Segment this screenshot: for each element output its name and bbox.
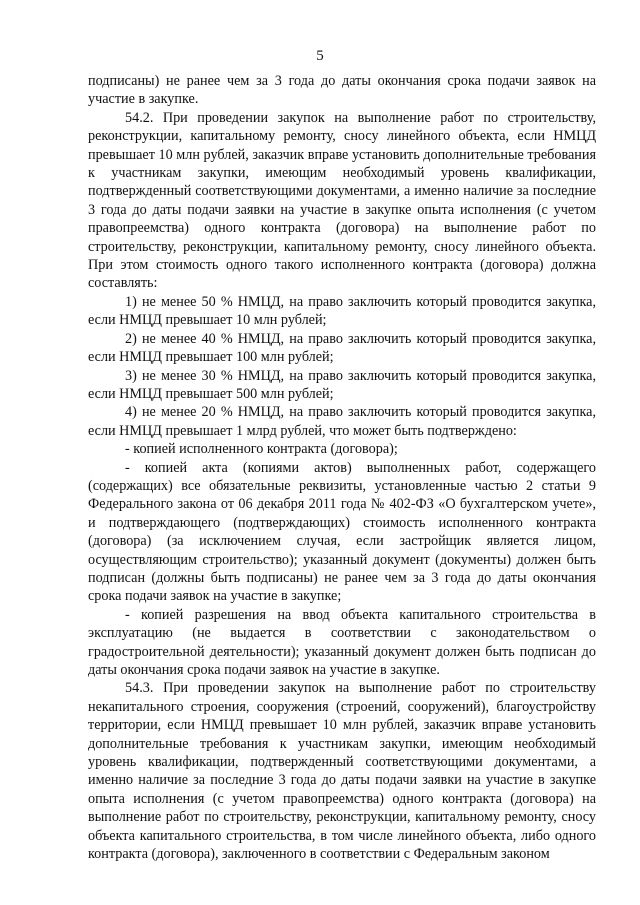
paragraph-continuation: подписаны) не ранее чем за 3 года до даты окончания срока подачи заявок на участие в закупке. bbox=[88, 73, 596, 108]
list-item-2: 2) не менее 40 % НМЦД, на право заключить который проводится закупка, если НМЦД превышает 100 млн рублей; bbox=[88, 330, 596, 366]
paragraph-54-2: 54.2. При проведении закупок на выполнение работ по строительству, реконструкции, капитальному ремонту, сносу линейного объекта, если НМЦД превышает 10 млн рублей, заказчик вправе установить дополнительные требования к участникам закупки, имеющим необходимый уровень квалификации, подтвержденный соответствующими документами, а именно наличие за последние 3 года до даты подачи заявки на участие в закупке опыта исполнения (с учетом правопреемства) одного контракта (договора) на выполнение работ по строительству, реконструкции, капитальному ремонту, сносу линейного объекта. При этом стоимость одного такого исполненного контракта (договора) должна составлять: bbox=[88, 109, 596, 292]
paragraph-54-3: 54.3. При проведении закупок на выполнение работ по строительству некапитального строения, сооружения (строений, сооружений), благоустройству территории, если НМЦД превышает 10 млн рублей, заказчик вправе установить дополнительные требования к участникам закупки, имеющим необходимый уровень квалификации, подтвержденный соответствующими документами, а именно наличие за последние 3 года до даты подачи заявки на участие в закупке опыта исполнения (с учетом правопреемства) одного контракта (договора) на выполнение работ по строительству, реконструкции, капитальному ремонту, сносу объекта капитального строительства, в том числе линейного объекта, либо одного контракта (договора), заключенного в соответствии с Федеральным законом bbox=[88, 680, 596, 863]
list-item-4: 4) не менее 20 % НМЦД, на право заключить который проводится закупка, если НМЦД превышает 1 млрд рублей, что может быть подтверждено: bbox=[88, 404, 596, 439]
evidence-item-acts-copy: - копией акта (копиями актов) выполненных работ, содержащего (содержащих) все обязательные реквизиты, установленные частью 2 статьи 9 Федерального закона от 06 декабря 2011 года № 402-ФЗ «О бухгалтерском учете», и подтверждающего (подтверждающих) стоимость исполненного контракта (договора) (за исключением случая, если застройщик является лицом, осуществляющим строительство); указанный документ (документы) должен быть подписан (должны быть подписаны) не ранее чем за 3 года до даты окончания срока подачи заявок на участие в закупке; bbox=[88, 459, 596, 605]
list-item-3: 3) не менее 30 % НМЦД, на право заключить который проводится закупка, если НМЦД превышает 500 млн рублей; bbox=[88, 367, 596, 402]
evidence-item-contract-copy: - копией исполненного контракта (договора); bbox=[125, 441, 398, 458]
list-item-1: 1) не менее 50 % НМЦД, на право заключить который проводится закупка, если НМЦД превышает 10 млн рублей; bbox=[88, 293, 596, 329]
evidence-item-permit-copy: - копией разрешения на ввод объекта капитального строительства в эксплуатацию (не выдается в соответствии с законодательством о градостроительной деятельности); указанный документ должен быть подписан до даты окончания срока подачи заявок на участие в закупке. bbox=[88, 606, 596, 678]
document-body bbox=[88, 72, 596, 863]
page-number: 5 bbox=[316, 48, 324, 64]
